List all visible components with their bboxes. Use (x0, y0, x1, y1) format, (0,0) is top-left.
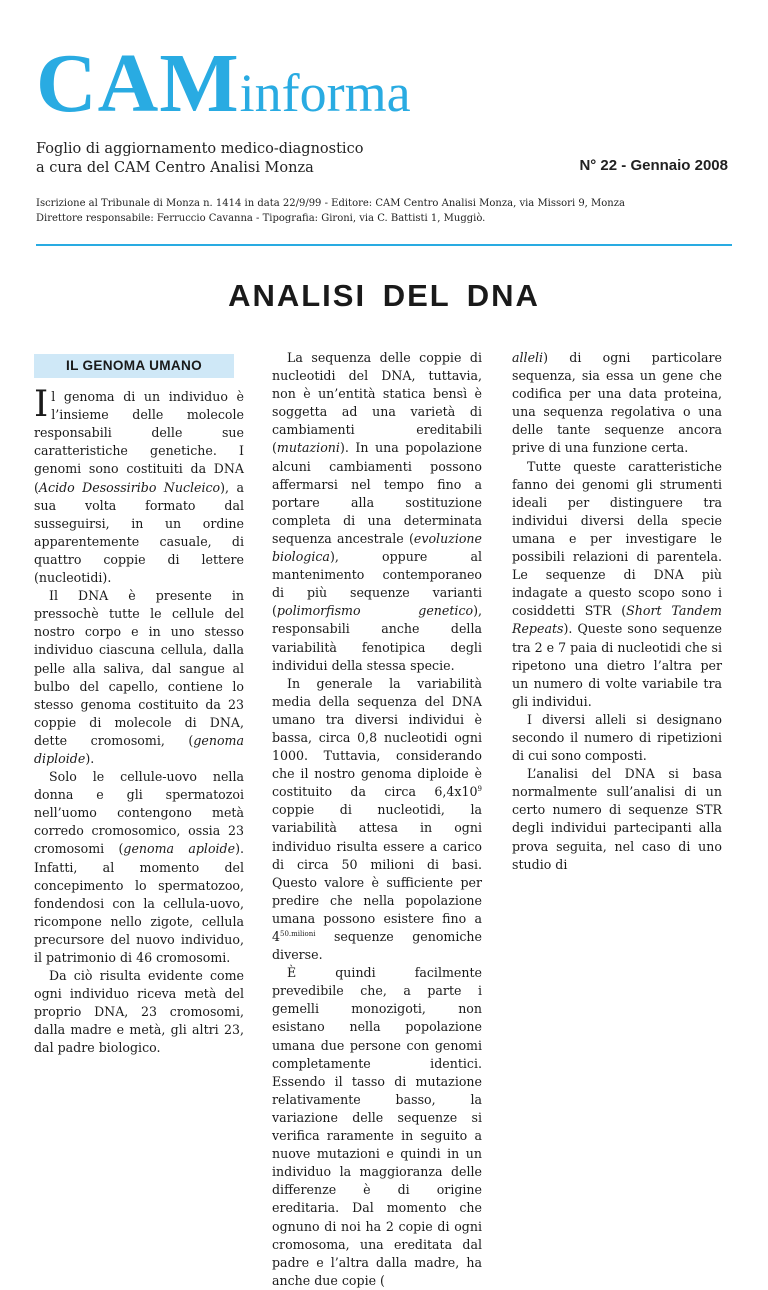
text: Il DNA è presente in pressochè tutte le cellule del nostro corpo e in uno stesso individuo ciascuna cellula, dalla pelle alla saliva, dal sangue al bulbo del capello, contiene lo stesso genoma costituito da 23 coppie di molecole di DNA, dette cromosomi, ( (34, 588, 244, 748)
text: ), responsabili anche della variabilità fenotipica degli individui della stessa specie. (272, 603, 482, 673)
paragraph-7-continued (512, 349, 722, 458)
logo (36, 37, 411, 130)
emphasis: evoluzione biologica (272, 530, 482, 565)
paragraph-3 (34, 768, 244, 967)
text: ). Queste sono sequenze tra 2 e 7 paia di nucleotidi che si ripetono una dietro l’altra per un numero di volte variabile tra gli individui. (512, 621, 722, 709)
masthead (36, 37, 411, 130)
header-divider (36, 244, 732, 246)
drop-cap: I (34, 384, 49, 426)
text: In generale la variabilità media della sequenza del DNA umano tra diversi individui è bassa, circa 0,8 nucleotidi ogni 1000. Tuttavia, considerando che il nostro genoma diploide è costituito da circa 6,4x10 (272, 675, 482, 800)
text: sequenze genomiche diverse. (272, 929, 482, 963)
emphasis: genoma aploide (123, 841, 236, 857)
text: ), oppure al mantenimento contemporaneo di più sequenze varianti ( (272, 549, 482, 619)
text: ). In una popolazione alcuni cambiamenti possono affermarsi nel tempo fino a portare alla sostituzione completa di una determinata sequenza ancestrale ( (272, 440, 482, 546)
section-heading: IL GENOMA UMANO (34, 354, 234, 378)
text: Solo le cellule-uovo nella donna e gli spermatozoi nell’uomo contengono metà corredo cromosomico, ossia 23 cromosomi ( (34, 769, 244, 857)
article-title: ANALISI DEL DNA (228, 278, 540, 313)
issue-label: N° 22 - Gennaio 2008 (579, 157, 728, 174)
superscript: 50.milioni (280, 929, 316, 938)
subtitle-line-1: Foglio di aggiornamento medico-diagnostico (36, 141, 364, 157)
emphasis: genoma diploide (34, 732, 244, 766)
text: Tutte queste caratteristiche fanno dei genomi gli strumenti ideali per distinguere tra individui diversi della specie umana e per investigare le possibili relazioni di parentela. Le sequenze di DNA più indagate a questo scopo sono i cosiddetti STR ( (512, 458, 722, 619)
text: ). (85, 750, 95, 766)
text: La sequenza delle coppie di nucleotidi del DNA, tuttavia, non è un’entità statica bensì è soggetta ad una varietà di cambiamenti ereditabili ( (272, 350, 482, 456)
paragraph-10: L’analisi del DNA si basa normalmente sull’analisi di un certo numero di sequenze STR degli individui partecipanti alla prova seguita, nel caso di uno studio di (512, 766, 722, 872)
emphasis: Acido Desossiribo Nucleico (38, 479, 221, 495)
registration-info (36, 196, 736, 226)
column-3 (512, 349, 722, 874)
emphasis: alleli (512, 350, 544, 365)
registration-line-1: Iscrizione al Tribunale di Monza n. 1414 in data 22/9/99 - Editore: CAM Centro Analisi Monza, via Missori 9, Monza (36, 198, 625, 209)
paragraph-6 (272, 675, 482, 965)
emphasis: polimorfismo genetico (276, 603, 474, 619)
text: ) di ogni particolare sequenza, sia essa un gene che codifica per una data proteina, una sequenza regolativa o una delle tante sequenze ancora prive di una funzione certa. (512, 350, 722, 456)
subtitle (36, 140, 363, 178)
paragraph-8 (512, 458, 722, 711)
paragraph-7 (272, 964, 482, 1290)
column-2 (272, 349, 482, 1290)
subtitle-line-2: a cura del CAM Centro Analisi Monza (36, 160, 314, 176)
paragraph-2 (34, 587, 244, 768)
text: ), a sua volta formato dal susseguirsi, in un ordine apparentemente casuale, di quattro coppie di lettere (nucleotidi). (34, 479, 244, 586)
logo-cam: CAM (36, 37, 240, 130)
text: È quindi facilmente prevedibile che, a parte i gemelli monozigoti, non esistano nella popolazione umana due persone con genomi completamente identici. Essendo il tasso di mutazione relativamente basso, la variazione delle sequenze si verifica raramente in seguito a nuove mutazioni e quindi in un individuo la maggioranza delle differenze è di origine ereditaria. Dal momento che ognuno di noi ha 2 copie di ogni cromosoma, una ereditata dal padre e l’altra dalla madre, ha anche due copie ( (272, 965, 482, 1288)
emphasis: Short Tandem Repeats (512, 603, 722, 637)
paragraph-9: I diversi alleli si designano secondo il numero di ripetizioni di cui sono composti. (512, 711, 722, 764)
emphasis: mutazioni (276, 440, 340, 456)
column-1 (34, 346, 244, 1058)
paragraph-1 (34, 384, 244, 587)
registration-line-2: Direttore responsabile: Ferruccio Cavanna - Tipografia: Gironi, via C. Battisti 1, Muggiò. (36, 213, 486, 224)
paragraph-4: Da ciò risulta evidente come ogni individuo riceva metà del proprio DNA, 23 cromosomi, dalla madre e metà, gli altri 23, dal padre biologico. (34, 968, 244, 1056)
text: l genoma di un individuo è l’insieme delle molecole responsabili delle sue caratteristiche genetiche. I genomi sono costituiti da DNA ( (34, 389, 244, 495)
superscript: 9 (477, 785, 482, 794)
text: coppie di nucleotidi, la variabilità attesa in ogni individuo risulta essere a carico di circa 50 milioni di basi. Questo valore è sufficiente per predire che nella popolazione umana possono esistere fino a 4 (272, 802, 482, 944)
logo-informa: informa (239, 63, 411, 123)
paragraph-5 (272, 349, 482, 675)
text: ). Infatti, al momento del concepimento lo spermatozoo, fondendosi con la cellula-uovo, ricompone nello zigote, cellula precursore del nuovo individuo, il patrimonio di 46 cromosomi. (34, 841, 244, 965)
